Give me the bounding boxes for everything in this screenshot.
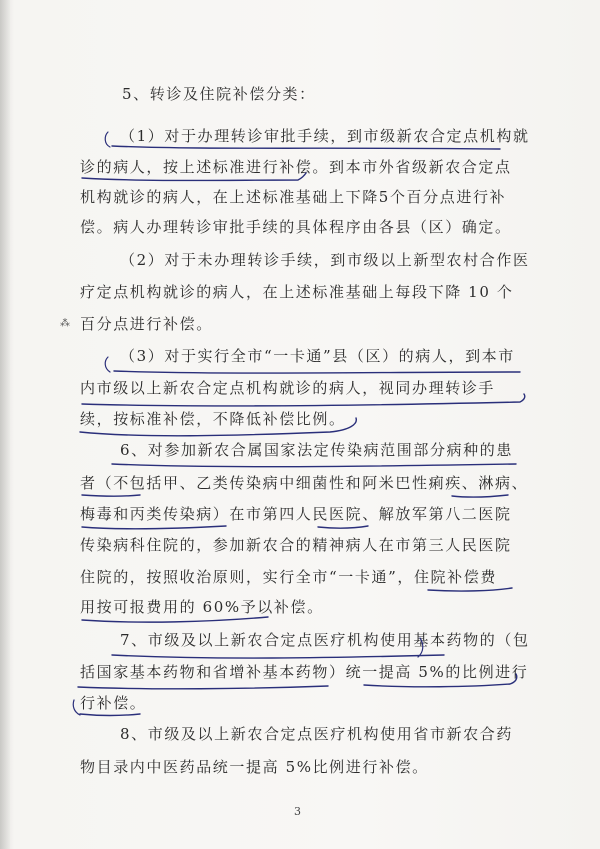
text-line: 用按可报费用的 60%予以补偿。	[80, 598, 324, 616]
ink-underline	[112, 655, 444, 658]
text-line: 百分点进行补偿。	[80, 315, 213, 333]
ink-bracket-mark	[105, 132, 110, 147]
text-line: 括国家基本药物和省增补基本药物）统一提高 5%的比例进行	[80, 663, 529, 681]
scan-speck: ⁂	[60, 318, 70, 329]
ink-underline	[82, 617, 268, 622]
text-line: 住院的，按照收治原则，实行全市“一卡通”，住院补偿费	[80, 568, 497, 586]
ink-underline	[112, 464, 516, 467]
ink-underline	[318, 526, 368, 528]
text-line: 梅毒和丙类传染病）在市第四人民医院、解放军第八二医院	[80, 505, 512, 523]
text-line: （3）对于实行全市“一卡通”县（区）的病人，到本市	[120, 347, 515, 365]
ink-underline	[82, 526, 226, 529]
section-8-heading: 8、市级及以上新农合定点医疗机构使用省市新农合药	[120, 725, 513, 743]
text-line: 机构就诊的病人，在上述标准基础上下降5个百分点进行补	[80, 188, 507, 206]
text-line: 传染病科住院的，参加新农合的精神病人在市第三人民医院	[80, 536, 512, 554]
section-6-heading: 6、对参加新农合属国家法定传染病范围部分病种的患	[120, 441, 513, 459]
text-line: 诊的病人，按上述标准进行补偿。到本市外省级新农合定点	[80, 158, 512, 176]
page-number: 3	[294, 805, 301, 818]
text-line: （1）对于办理转诊审批手续，到市级新农合定点机构就	[120, 127, 530, 145]
section-7-heading: 7、市级及以上新农合定点医疗机构使用基本药物的（包	[120, 631, 530, 649]
text-line: 续，按标准补偿，不降低补偿比例。	[80, 410, 346, 428]
ink-underline	[428, 588, 512, 591]
page-edge-shadow	[0, 0, 10, 849]
ink-underline	[80, 714, 140, 716]
text-line: 疗定点机构就诊的病人，在上述标准基础上每段下降 10 个	[80, 283, 514, 301]
ink-underline	[452, 495, 508, 497]
ink-bracket-mark	[105, 357, 110, 372]
ink-bracket-mark	[73, 700, 80, 715]
text-line: 物目录内中医药品统一提高 5%比例进行补偿。	[80, 758, 429, 776]
text-line: 内市级以上新农合定点机构就诊的病人，视同办理转诊手	[80, 379, 496, 397]
ink-underline	[78, 686, 328, 689]
text-line: 偿。病人办理转诊审批手续的具体程序由各县（区）确定。	[80, 218, 512, 236]
text-line: （2）对于未办理转诊手续，到市级以上新型农村合作医	[120, 251, 530, 269]
text-line: 者（不包括甲、乙类传染病中细菌性和阿米巴性痢疾、淋病、	[80, 474, 529, 492]
ink-underline	[112, 146, 500, 149]
ink-underline	[82, 495, 140, 496]
section-5-heading: 5、转诊及住院补偿分类：	[122, 85, 316, 103]
ink-underline	[114, 371, 520, 373]
text-line: 行补偿。	[80, 694, 147, 712]
